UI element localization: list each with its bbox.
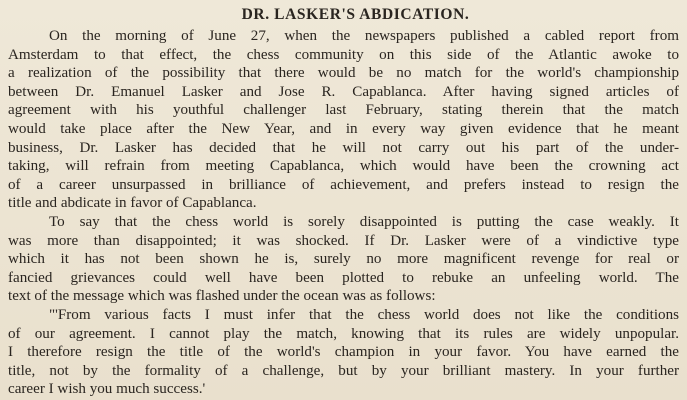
paragraph-2	[8, 213, 679, 306]
text-line: which it has not been shown he is, surely no more magnificent revenge for real or	[8, 251, 679, 268]
text-line: of a career unsurpassed in brilliance of achievement, and prefers instead to resign the	[8, 176, 679, 193]
article-title: DR. LASKER'S ABDICATION.	[241, 6, 470, 23]
text-line: fancied grievances could well have been plotted to rebuke an unfeeling world. The	[8, 269, 679, 286]
text-line: title and abdicate in favor of Capablanca.	[8, 195, 257, 212]
text-line: I therefore resign the title of the world's champion in your favor. You have earned the	[8, 344, 679, 361]
text-line: Amsterdam to that effect, the chess community on this side of the Atlantic awoke to	[8, 46, 679, 63]
text-line: "'From various facts I must infer that the chess world does not like the conditions	[49, 306, 679, 323]
text-line: between Dr. Emanuel Lasker and Jose R. Capablanca. After having signed articles of	[8, 83, 679, 100]
text-line: title, not by the formality of a challenge, but by your brilliant mastery. In your further	[8, 362, 679, 379]
text-line: business, Dr. Lasker has decided that he will not carry out his part of the under-	[8, 139, 679, 156]
text-line: On the morning of June 27, when the newspapers published a cabled report from	[49, 28, 679, 44]
text-line: To say that the chess world is sorely disappointed is putting the case weakly. It	[49, 213, 679, 230]
text-line: would take place after the New Year, and in every way given evidence that he meant	[8, 120, 679, 137]
text-line: of our agreement. I cannot play the match, knowing that its rules are widely unpopular.	[8, 325, 679, 342]
text-line: taking, will refrain from meeting Capablanca, which would have been the crowning act	[8, 158, 679, 175]
text-line: agreement with his youthful challenger last February, stating therein that the match	[8, 102, 679, 119]
text-line: was more than disappointed; it was shocked. If Dr. Lasker were of a vindictive type	[8, 232, 679, 249]
text-line: career I wish you much success.'	[8, 381, 206, 398]
text-line: a realization of the possibility that there would be no match for the world's championship	[8, 65, 679, 82]
paragraph-1	[8, 27, 679, 213]
text-line: text of the message which was flashed under the ocean was as follows:	[8, 288, 436, 305]
quoted-message	[8, 306, 679, 399]
